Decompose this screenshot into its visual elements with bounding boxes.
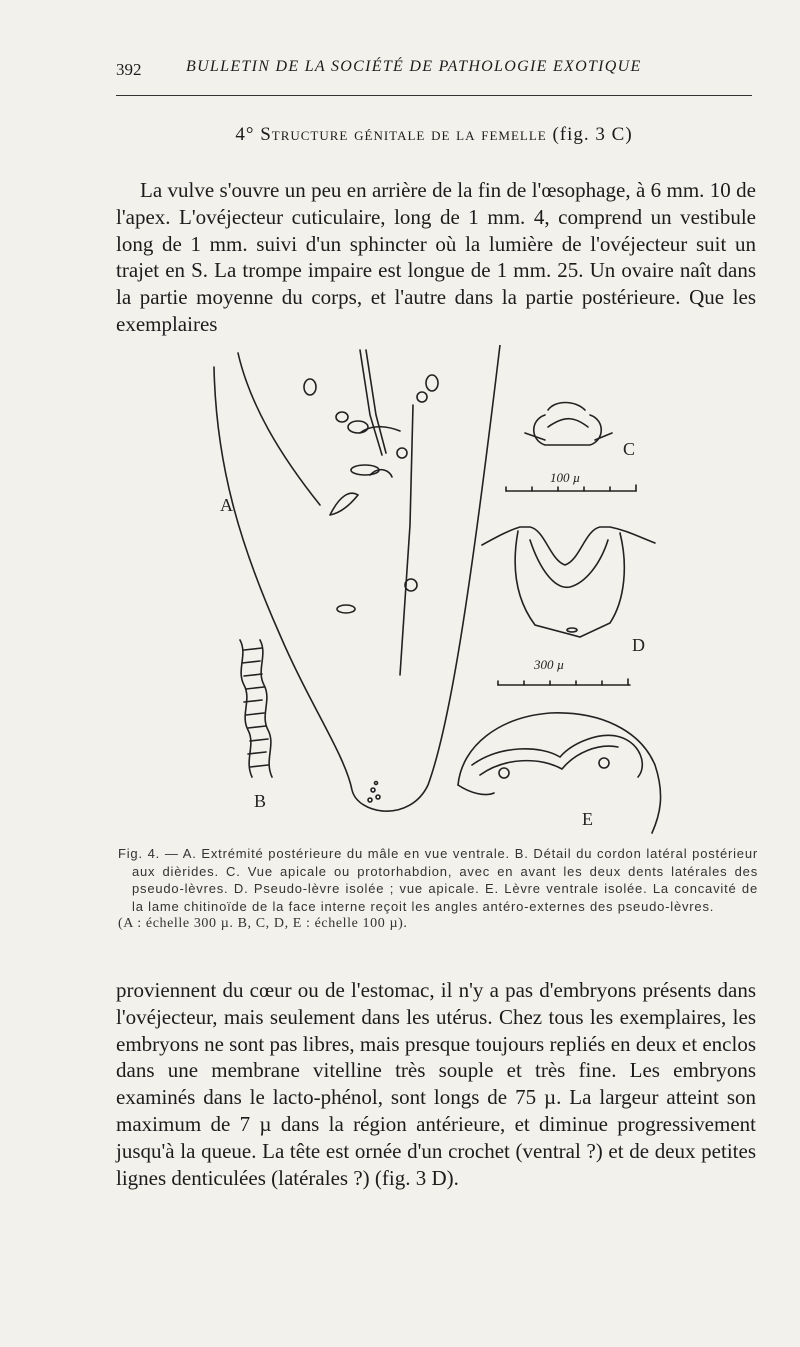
drawing-b-lateral-cord [240,640,272,777]
scale-label-d: 300 µ [534,657,565,672]
running-title: BULLETIN DE LA SOCIÉTÉ DE PATHOLOGIE EXOTIQUE [186,58,642,75]
label-b: B [254,791,267,811]
caption-scale: (A : échelle 300 µ. B, C, D, E : échelle 100 µ). [118,916,408,932]
label-a: A [220,495,233,515]
page-number: 392 [116,60,142,79]
scale-label-c: 100 µ [550,470,581,485]
figure-4 [200,345,670,843]
label-e: E [582,809,593,829]
body-paragraph-1: La vulve s'ouvre un peu en arrière de la fin de l'œsophage, à 6 mm. 10 de l'apex. L'ovéjecteur cuticulaire, long de 1 mm. 4, comprend un vestibule long de 1 mm. suivi d'un sphincter où la lumière de l'ovéjecteur suit un trajet en S. La trompe impaire est longue de 1 mm. 25. Un ovaire naît dans la partie moyenne du corps, et l'autre dans la partie postérieure. Que les exemplaires [116,178,756,336]
drawing-a-male-tail [214,345,500,811]
drawing-e-ventral-lip [458,713,661,833]
drawing-d-pseudo-lip [482,527,655,685]
header-rule [116,95,752,96]
figure-caption [118,845,758,933]
section-heading [116,124,752,146]
body-paragraph-2: proviennent du cœur ou de l'estomac, il n'y a pas d'embryons présents dans l'ovéjecteur, mais seulement dans les utérus. Chez tous les exemplaires, les embryons ne sont pas libres, mais presque toujours repliés en deux et enclos dans une membrane vitelline très souple et très fine. Les embryons examinés dans le lacto-phénol, sont longs de 75 µ. La largeur atteint son maximum de 7 µ dans la région antérieure, et diminue progressivement jusqu'à la queue. La tête est ornée d'un crochet (ventral ?) et de deux petites lignes denticulées (latérales ?) (fig. 3 D). [116,978,756,1190]
label-d: D [632,635,645,655]
section-number: 4° [235,124,255,145]
label-c: C [623,439,636,459]
section-figref: (fig. 3 C) [552,124,633,145]
page-header [116,58,752,94]
figure-drawing [200,345,670,843]
section-title: Structure génitale de la femelle [260,124,547,145]
caption-text: Fig. 4. — A. Extrémité postérieure du mâle en vue ventrale. B. Détail du cordon latéral postérieur aux dièrides. C. Vue apicale ou protorhabdion, avec en avant les deux dents latérales des pseudo-lèvres. D. Pseudo-lèvre isolée ; vue apicale. E. Lèvre ventrale isolée. La concavité de la lame chitinoïde de la face interne reçoit les angles antéro-externes des pseudo-lèvres. [118,846,758,914]
